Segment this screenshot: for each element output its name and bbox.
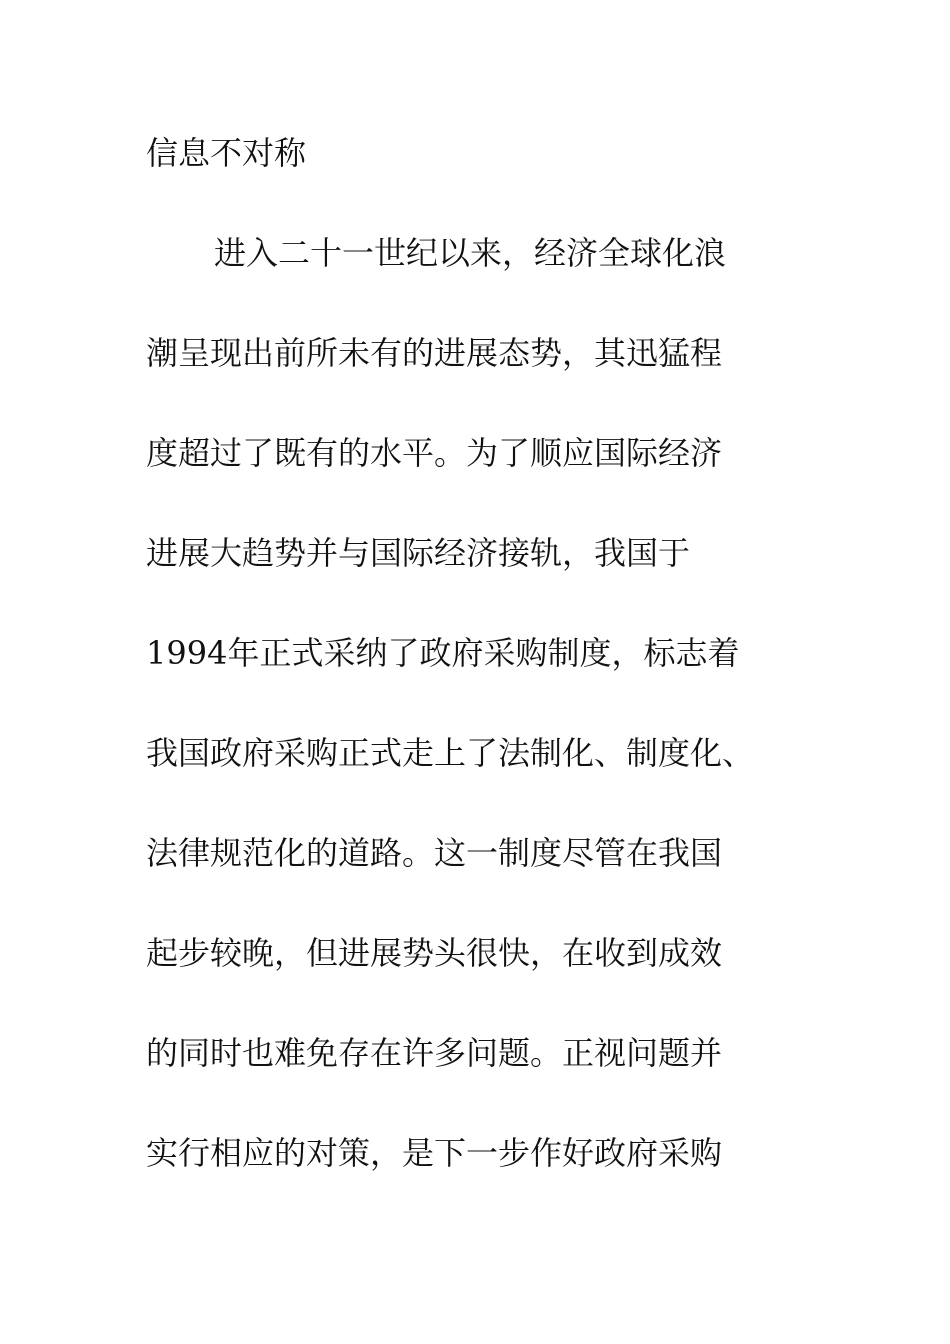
paragraph-line-10: 实行相应的对策，是下一步作好政府采购 [146,1134,723,1172]
paragraph-line-3: 度超过了既有的水平。为了顺应国际经济 [146,434,723,472]
paragraph-line-2: 潮呈现出前所未有的进展态势，其迅猛程 [146,334,723,372]
paragraph-line-9: 的同时也难免存在许多问题。正视问题并 [146,1034,723,1072]
paragraph-line-4: 进展大趋势并与国际经济接轨，我国于 [146,534,691,572]
section-heading: 信息不对称 [146,134,307,172]
paragraph-line-5: 1994年正式采纳了政府采购制度，标志着 [146,634,740,672]
paragraph-line-1: 进入二十一世纪以来，经济全球化浪 [214,234,727,272]
document-body [146,125,816,1225]
paragraph-line-8: 起步较晚，但进展势头很快，在收到成效 [146,934,723,972]
paragraph-line-7: 法律规范化的道路。这一制度尽管在我国 [146,834,723,872]
paragraph-line-6: 我国政府采购正式走上了法制化、制度化、 [146,734,755,772]
